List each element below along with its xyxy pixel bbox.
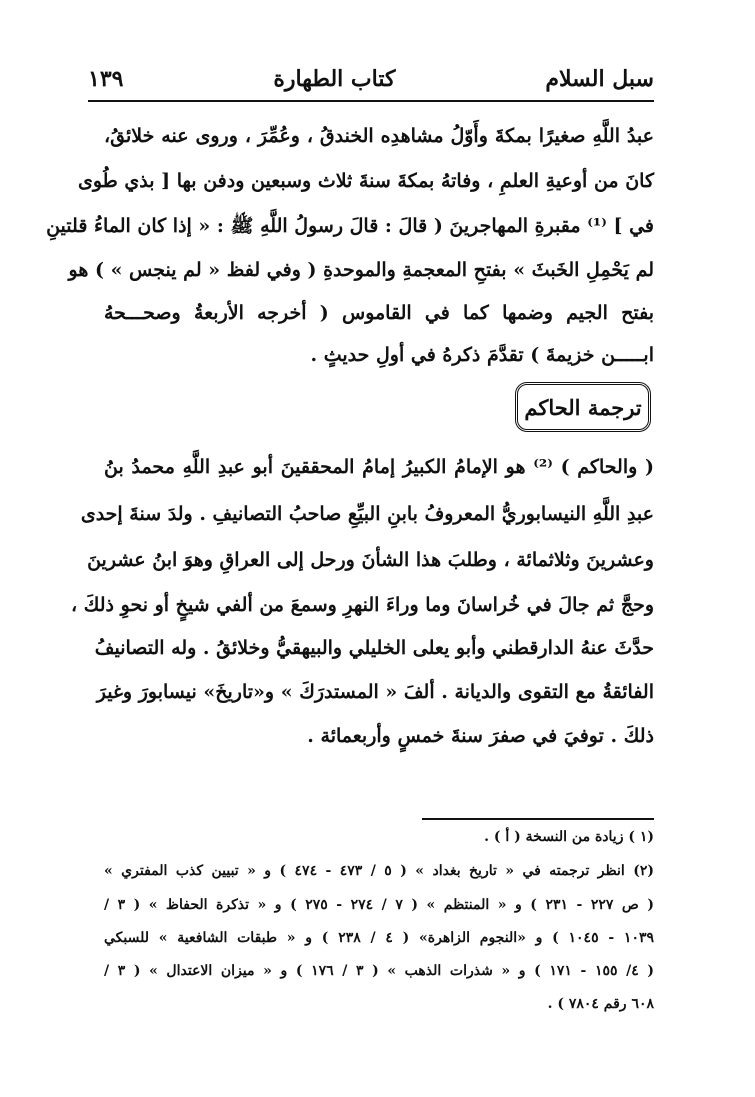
paragraph1-line: في ] ⁽¹⁾ مقبرةِ المهاجرينَ ( قالَ : قالَ رسولُ اللَّهِ ﷺ : « إذا كان الماءُ قلتينِ (46, 215, 654, 237)
paragraph2-line: وعشرينَ وثلاثمائة ، وطلبَ هذا الشأنَ ورحل إلى العراقِ وهوَ ابنُ عشرينَ (87, 549, 654, 571)
page-header (88, 62, 654, 96)
paragraph2-line: وحجَّ ثم جالَ في خُراسانَ وما وراءَ النهرِ وسمعَ من ألفي شيخٍ أو نحوِ ذلكَ ، (71, 594, 654, 616)
paragraph2-line: الفائقةُ مع التقوى والديانة . ألفَ « المستدرَكَ » و«تاريخَ» نيسابورَ وغيرَ (96, 681, 654, 703)
paragraph2-line: عبدِ اللَّهِ النيسابوريُّ المعروفُ بابنِ البيِّعِ صاحبُ التصانيفِ . ولدَ سنةَ إحدى (80, 503, 654, 525)
paragraph1-line: عبدُ اللَّهِ صغيرًا بمكةَ وأَوّلُ مشاهدِه الخندقُ ، وعُمِّرَ ، وروى عنه خلائقُ، (104, 125, 654, 147)
footnote-line: ( ٤/ ١٥٥ - ١٧١ ) و « شذرات الذهب » ( ٣ / ١٧٦ ) و « ميزان الاعتدال » ( ٣ / (104, 963, 654, 979)
footnote-line: (٢) انظر ترجمته في « تاريخ بغداد » ( ٥ / ٤٧٣ - ٤٧٤ ) و « تبيين كذب المفتري » (104, 863, 654, 879)
header-divider (88, 100, 654, 102)
paragraph2-line: حدَّثَ عنهُ الدارقطني وأبو يعلى الخليلي والبيهقيُّ وخلائقُ . وله التصانيفُ (94, 637, 654, 659)
paragraph2-line: ( والحاكم ) ⁽²⁾ هو الإمامُ الكبيرُ إمامُ المحققينَ أبو عبدِ اللَّهِ محمدُ بنُ (104, 456, 654, 478)
book-title: سبل السلام (545, 66, 654, 92)
footnote-divider (422, 818, 654, 820)
footnote-line: ( ص ٢٢٧ - ٢٣١ ) و « المنتظم » ( ٧ / ٢٧٤ - ٢٧٥ ) و « تذكرة الحفاظ » ( ٣ / (104, 897, 654, 913)
page-number: ١٣٩ (88, 66, 124, 92)
paragraph1-line: كانَ من أوعيةِ العلمِ ، وفاتهُ بمكةَ سنةَ ثلاث وسبعين ودفن بها [ بذي طُوى (77, 170, 654, 192)
footnote-line: ٦٠٨ رقم ٧٨٠٤ ) . (547, 996, 654, 1012)
footnote-line: ١٠٣٩ - ١٠٤٥ ) و «النجوم الزاهرة» ( ٤ / ٢٣٨ ) و « طبقات الشافعية » للسبكي (104, 930, 654, 946)
paragraph2-line: ذلكَ . توفيَ في صفرَ سنةَ خمسٍ وأربعمائة . (307, 725, 654, 747)
paragraph1-line: ابـــــن خزيمةَ ) تقدَّمَ ذكرهُ في أولِ حديثٍ . (310, 344, 654, 366)
paragraph1-line: لم يَحْمِلِ الخَبثَ » بفتحِ المعجمةِ والموحدةِ ( وفي لفظ « لم ينجس » ) هو (68, 259, 654, 281)
section-title: ترجمة الحاكم (515, 382, 651, 432)
chapter-title: كتاب الطهارة (273, 66, 396, 92)
footnote-line: (١ ) زيادة من النسخة ( أ ) . (484, 829, 654, 845)
paragraph1-line: بفتح الجيم وضمها كما في القاموس ( أخرجه الأربعةُ وصحـــحهُ (104, 302, 654, 324)
